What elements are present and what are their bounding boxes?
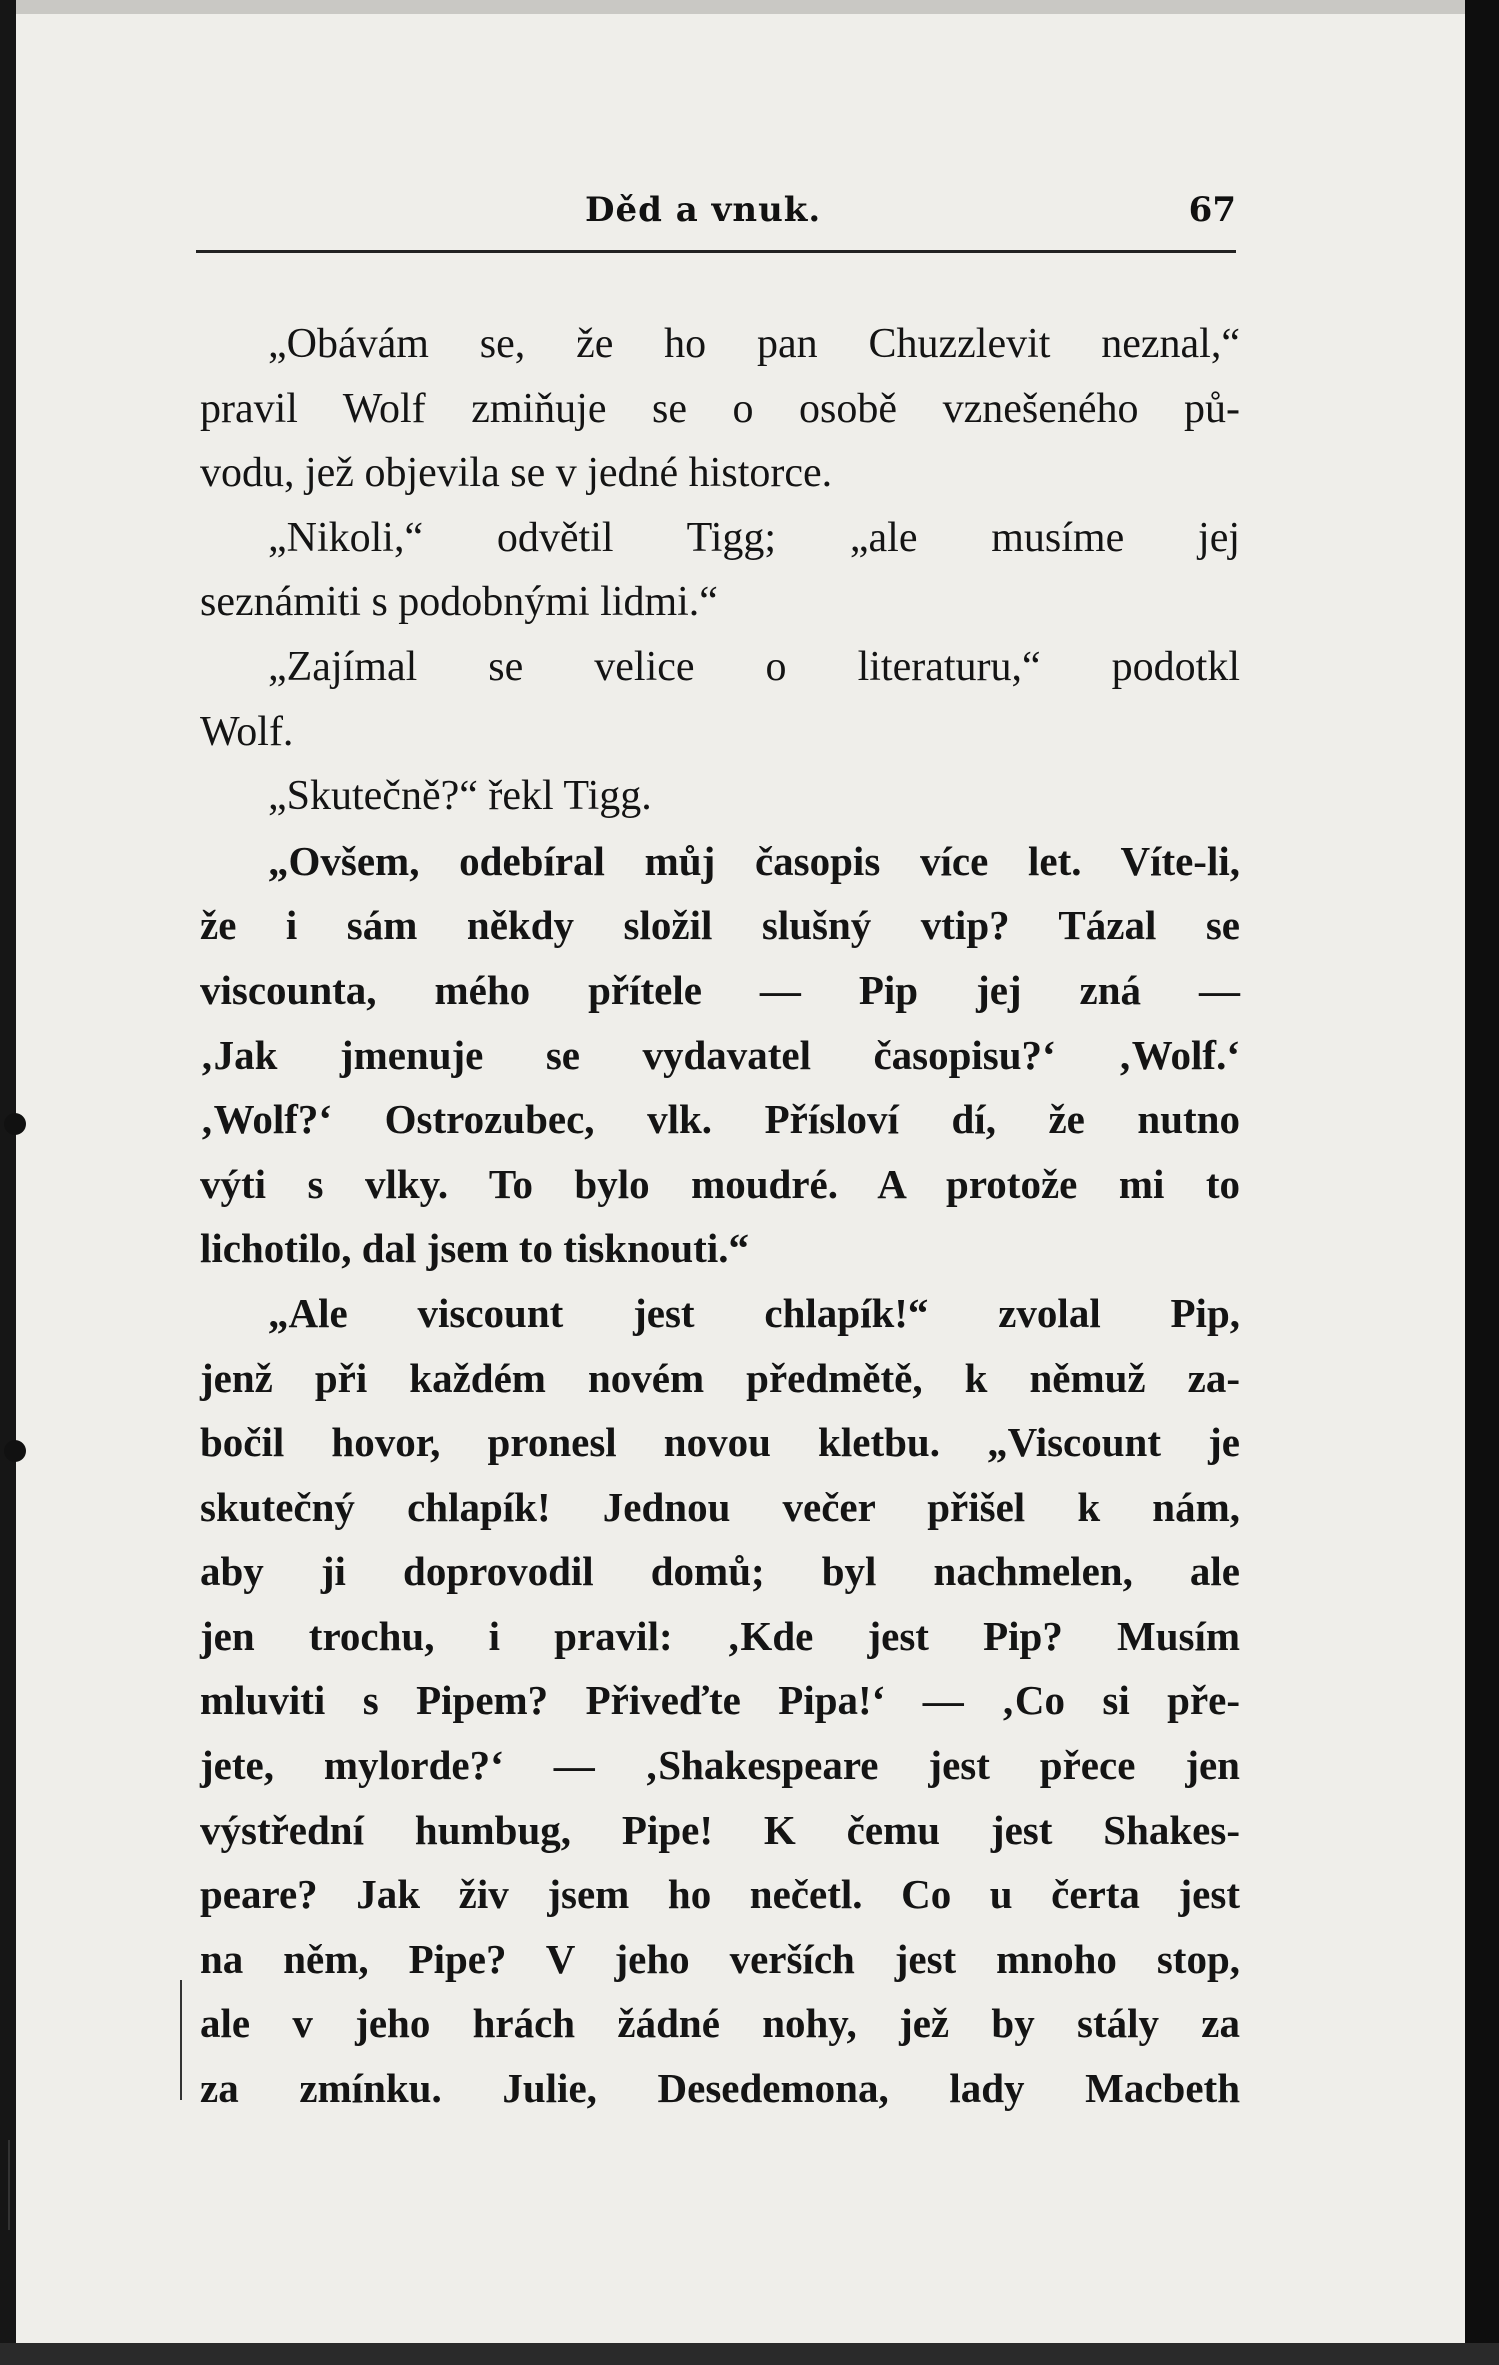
text-line: ‚Jak jmenuje se vydavatel časopisu?‘ ‚Wolf.‘ <box>200 1031 1240 1078</box>
right-page-edge <box>1465 0 1499 2365</box>
binding-thread-mark <box>8 2140 10 2230</box>
text-line: pravil Wolf zmiňuje se o osobě vznešeného pů- <box>200 385 1240 432</box>
text-line: jen trochu, i pravil: ‚Kde jest Pip? Musím <box>200 1612 1240 1659</box>
text-line: za zmínku. Julie, Desedemona, lady Macbeth <box>200 2065 1240 2112</box>
text-line: ale v jeho hrách žádné nohy, jež by stály za <box>200 2000 1240 2047</box>
running-header <box>200 190 1240 240</box>
text-line: že i sám někdy složil slušný vtip? Tázal se <box>200 902 1240 949</box>
text-line: seznámiti s podobnými lidmi.“ <box>200 579 718 626</box>
bottom-page-edge <box>0 2343 1499 2365</box>
text-line: „Ale viscount jest chlapík!“ zvolal Pip, <box>268 1289 1240 1336</box>
text-line: na něm, Pipe? V jeho verších jest mnoho stop, <box>200 1935 1240 1982</box>
text-line: bočil hovor, pronesl novou kletbu. „Viscount je <box>200 1419 1240 1466</box>
text-line: vodu, jež objevila se v jedné historce. <box>200 450 833 497</box>
binding-hole-mark <box>4 1440 26 1462</box>
text-line: „Skutečně?“ řekl Tigg. <box>268 773 652 820</box>
margin-pencil-mark <box>180 1980 182 2100</box>
page-number: 67 <box>1188 190 1236 230</box>
text-line: jete, mylorde?‘ — ‚Shakespeare jest přece jen <box>200 1742 1240 1789</box>
text-line: jenž při každém novém předmětě, k němuž za- <box>200 1354 1240 1401</box>
text-line: skutečný chlapík! Jednou večer přišel k nám, <box>200 1483 1240 1530</box>
text-line: „Ovšem, odebíral můj časopis více let. Víte-li, <box>268 837 1240 884</box>
text-line: výstřední humbug, Pipe! K čemu jest Shakes- <box>200 1806 1240 1853</box>
text-line: výti s vlky. To bylo moudré. A protože mi to <box>200 1160 1240 1207</box>
running-title: Děd a vnuk. <box>585 190 822 230</box>
text-line: „Nikoli,“ odvětil Tigg; „ale musíme jej <box>268 514 1240 561</box>
top-shadow <box>16 0 1465 14</box>
text-line: aby ji doprovodil domů; byl nachmelen, ale <box>200 1548 1240 1595</box>
text-line: viscounta, mého přítele — Pip jej zná — <box>200 966 1240 1013</box>
left-binding-edge <box>0 0 16 2365</box>
text-line: mluviti s Pipem? Přiveďte Pipa!‘ — ‚Co si pře- <box>200 1677 1240 1724</box>
binding-hole-mark <box>4 1113 26 1135</box>
text-line: ‚Wolf?‘ Ostrozubec, vlk. Přísloví dí, že nutno <box>200 1096 1240 1143</box>
header-rule <box>196 250 1236 253</box>
body-text <box>200 312 1240 2121</box>
text-line: „Zajímal se velice o literaturu,“ podotkl <box>268 643 1240 690</box>
text-line: peare? Jak živ jsem ho nečetl. Co u čerta jest <box>200 1871 1240 1918</box>
text-line: „Obávám se, že ho pan Chuzzlevit neznal,“ <box>268 321 1240 367</box>
text-line: lichotilo, dal jsem to tisknouti.“ <box>200 1225 749 1272</box>
text-line: Wolf. <box>200 708 294 755</box>
